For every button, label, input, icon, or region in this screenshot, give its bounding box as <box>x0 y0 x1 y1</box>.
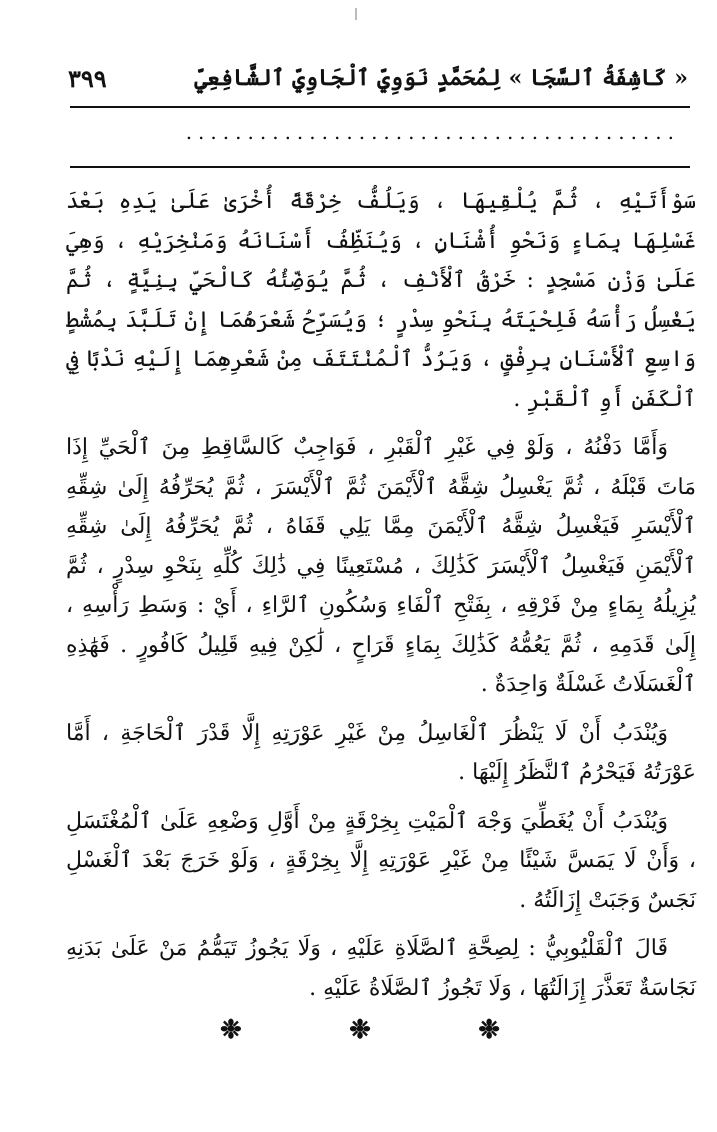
page-header <box>68 58 688 98</box>
top-edge-mark <box>355 8 357 20</box>
main-text <box>66 182 696 1017</box>
paragraph-4: وَيُنْدَبُ أَنْ يُغَطِّيَ وَجْهَ ٱلْمَيْتِ بِخِرْقَةٍ مِنْ أَوَّلِ وَضْعِهِ عَلَىٰ ٱلْمُغْتَسَلِ ، وَأَنْ لَا يَمَسَّ شَيْئًا مِنْ غَيْرِ عَوْرَتِهِ إِلَّا بِخِرْقَةٍ ، وَلَوْ خَرَجَ بَعْدَ ٱلْغَسْلِ نَجَسٌ وَجَبَتْ إِزَالَتُهُ . <box>66 808 696 913</box>
paragraph-2: وَأَمَّا دَفْنُهُ ، وَلَوْ فِي غَيْرِ ٱلْقَبْرِ ، فَوَاجِبٌ كَالسَّاقِطِ مِنَ ٱلْحَيِّ إِذَا مَاتَ قَبْلَهُ ، ثُمَّ يَغْسِلُ شِقَّهُ ٱلْأَيْمَنَ ثُمَّ ٱلْأَيْسَرَ ، ثُمَّ يُحَرِّفُهُ إِلَىٰ شِقِّهِ ٱلْأَيْسَرِ فَيَغْسِلُ شِقَّهُ ٱلْأَيْمَنَ مِمَّا يَلِي قَفَاهُ ، ثُمَّ يُحَرِّفُهُ إِلَىٰ شِقِّهِ ٱلْأَيْمَنِ فَيَغْسِلُ ٱلْأَيْسَرَ كَذَٰلِكَ ، مُسْتَعِينًا فِي ذَٰلِكَ كُلِّهِ بِنَحْوِ سِدْرٍ ، ثُمَّ يُزِيلُهُ بِمَاءٍ مِنْ فَرْقِهِ ، بِفَتْحِ ٱلْفَاءِ وَسُكُونِ ٱلرَّاءِ ، أَيْ : وَسَطِ رَأْسِهِ ، إِلَىٰ قَدَمِهِ ، ثُمَّ يَعُمُّهُ كَذَٰلِكَ بِمَاءٍ قَرَاحٍ ، لَٰكِنْ فِيهِ قَلِيلُ كَافُورٍ . فَهَٰذِهِ ٱلْغَسَلَاتُ غَسْلَةٌ وَاحِدَةٌ . <box>66 435 696 697</box>
ornament-star: ❉ <box>220 1015 242 1045</box>
ornament-star: ❉ <box>478 1015 500 1045</box>
paragraph-5: قَالَ ٱلْقَلْيُوبِيُّ : لِصِحَّةِ ٱلصَّلَاةِ عَلَيْهِ ، وَلَا يَجُوزُ تَيَمُّمُ مَنْ عَلَىٰ بَدَنِهِ نَجَاسَةٌ تَعَذَّرَ إِزَالَتُهَا ، وَلَا تَجُوزُ ٱلصَّلَاةُ عَلَيْهِ . <box>66 936 696 1001</box>
text-top-rule <box>70 166 690 168</box>
paragraph-1: سَوْأَتَيْهِ ، ثُمَّ يُلْقِيهَا ، وَيَلُفُّ خِرْقَةً أُخْرَىٰ عَلَىٰ يَدِهِ بَعْدَ غَسْلِهَا بِمَاءٍ وَنَحْوِ أُشْنَانٍ ، وَيُنَظِّفُ أَسْنَانَهُ وَمَنْخِرَيْهِ ، وَهِيَ عَلَىٰ وَزْنِ مَسْجِدٍ : خَرْقُ ٱلْأَنْفِ ، ثُمَّ يُوَضِّئُهُ كَالْحَيِّ بِنِيَّةٍ ، ثُمَّ يَغْسِلُ رَأْسَهُ فَلِحْيَتَهُ بِنَحْوِ سِدْرٍ ؛ وَيُسَرِّحُ شَعْرَهُمَا إِنْ تَلَبَّدَ بِمُشْطٍ وَاسِعِ ٱلْأَسْنَانِ بِرِفْقٍ ، وَيَرُدُّ ٱلْمُنْتَتَفَ مِنْ شَعْرِهِمَا إِلَيْهِ نَدْبًا فِي ٱلْكَفَنِ أَوِ ٱلْقَبْرِ . <box>66 189 696 412</box>
ornament-star: ❉ <box>349 1015 371 1045</box>
running-title: « كَاشِفَةُ ٱلسَّجَا » لِمُحَمَّدٍ نَوَوِيِّ ٱلْجَاوِيِّ ٱلشَّافِعِيِّ <box>194 65 688 91</box>
section-end-ornaments <box>220 1010 500 1050</box>
paragraph-3: وَيُنْدَبُ أَنْ لَا يَنْظُرَ ٱلْغَاسِلُ مِنْ غَيْرِ عَوْرَتِهِ إِلَّا قَدْرَ ٱلْحَاجَةِ ، أَمَّا عَوْرَتُهُ فَيَحْرُمُ ٱلنَّظَرُ إِلَيْهَا . <box>66 720 696 785</box>
page-number: ٣٩٩ <box>68 63 107 93</box>
header-rule <box>70 106 690 108</box>
separator-dots: ........................................ <box>185 120 680 144</box>
